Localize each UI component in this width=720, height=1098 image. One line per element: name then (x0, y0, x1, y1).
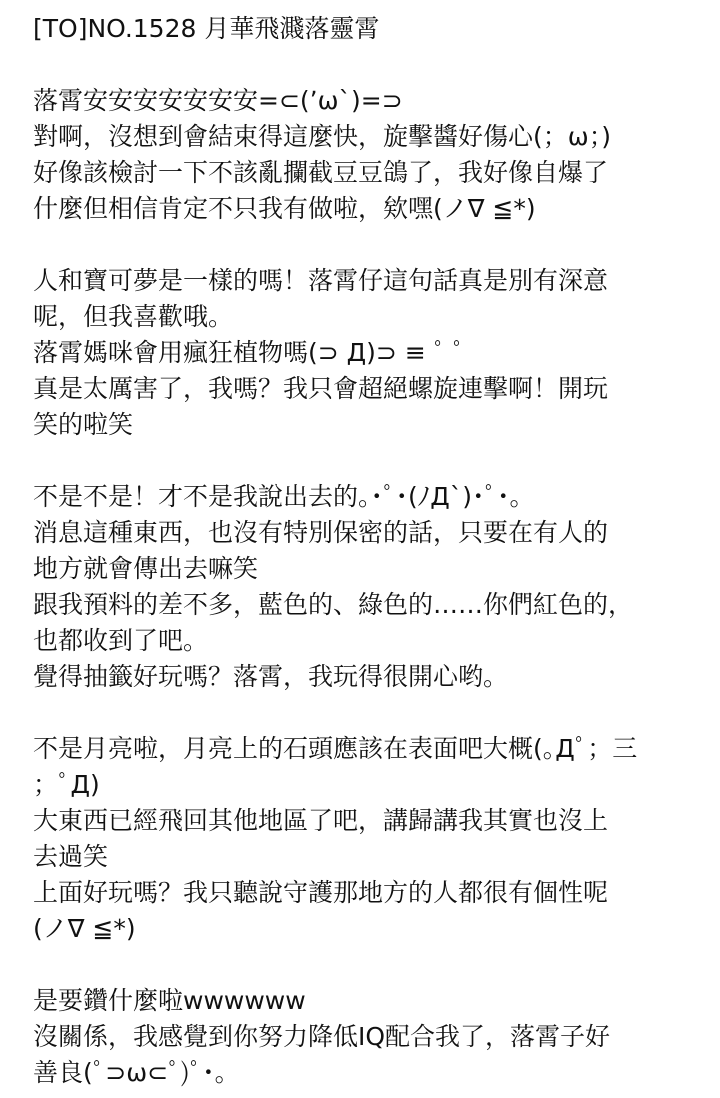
text-line: 也都收到了吧。 (33, 626, 209, 655)
text-line: 覺得抽籤好玩嗎？落霄，我玩得很開心哟。 (33, 662, 509, 691)
text-line: 什麼但相信肯定不只我有做啦，欸嘿(ノ∇ ≦*) (33, 194, 536, 223)
text-line: 不是月亮啦，月亮上的石頭應該在表面吧大概(｡Дﾟ；三 (33, 734, 638, 763)
text-line: 去過笑 (33, 842, 109, 871)
text-line: 消息這種東西，也沒有特別保密的話，只要在有人的 (33, 518, 609, 547)
paragraph-gap (33, 227, 693, 263)
paragraph-5 (33, 983, 693, 1091)
paragraph-gap (33, 695, 693, 731)
text-line: 跟我預料的差不多，藍色的、綠色的……你們紅色的， (33, 590, 634, 619)
text-line: 對啊，沒想到會結束得這麼快，旋擊醬好傷心(；ω；) (33, 122, 611, 151)
paragraph-1 (33, 83, 693, 227)
text-line: 人和寶可夢是一樣的嗎！落霄仔這句話真是別有深意 (33, 266, 609, 295)
paragraph-2 (33, 263, 693, 443)
paragraph-3 (33, 479, 693, 695)
text-line: 好像該檢討一下不該亂攔截豆豆鴿了，我好像自爆了 (33, 158, 609, 187)
paragraph-4 (33, 731, 693, 947)
paragraph-gap (33, 47, 693, 83)
text-line: 笑的啦笑 (33, 410, 134, 439)
text-line: 落霄媽咪會用瘋狂植物嗎(⊃ Д)⊃ ≡ ﾟ ﾟ (33, 338, 466, 367)
post-body (33, 11, 693, 1091)
text-line: 沒關係，我感覺到你努力降低IQ配合我了，落霄子好 (33, 1022, 611, 1051)
post-title: [TO]NO.1528 月華飛濺落靈霄 (33, 14, 380, 43)
text-line: (ノ∇ ≦*) (33, 914, 136, 943)
text-line: 呢，但我喜歡哦。 (33, 302, 234, 331)
paragraph-gap (33, 947, 693, 983)
text-line: ；ﾟД) (33, 770, 100, 799)
text-line: 落霄安安安安安安安=⊂(ʼω`)=⊃ (33, 86, 403, 115)
text-line: 地方就會傳出去嘛笑 (33, 554, 259, 583)
paragraph-gap (33, 443, 693, 479)
text-line: 是要鑽什麼啦wwwwww (33, 986, 306, 1015)
text-line: 善良(ﾟ⊃ω⊂ﾟ)ﾟ･｡ (33, 1058, 228, 1087)
text-line: 大東西已經飛回其他地區了吧，講歸講我其實也沒上 (33, 806, 609, 835)
text-line: 真是太厲害了，我嗎？我只會超絕螺旋連擊啊！開玩 (33, 374, 609, 403)
text-line: 不是不是！才不是我說出去的｡･ﾟ･(ﾉД`)･ﾟ･｡ (33, 482, 523, 511)
text-line: 上面好玩嗎？我只聽說守護那地方的人都很有個性呢 (33, 878, 609, 907)
